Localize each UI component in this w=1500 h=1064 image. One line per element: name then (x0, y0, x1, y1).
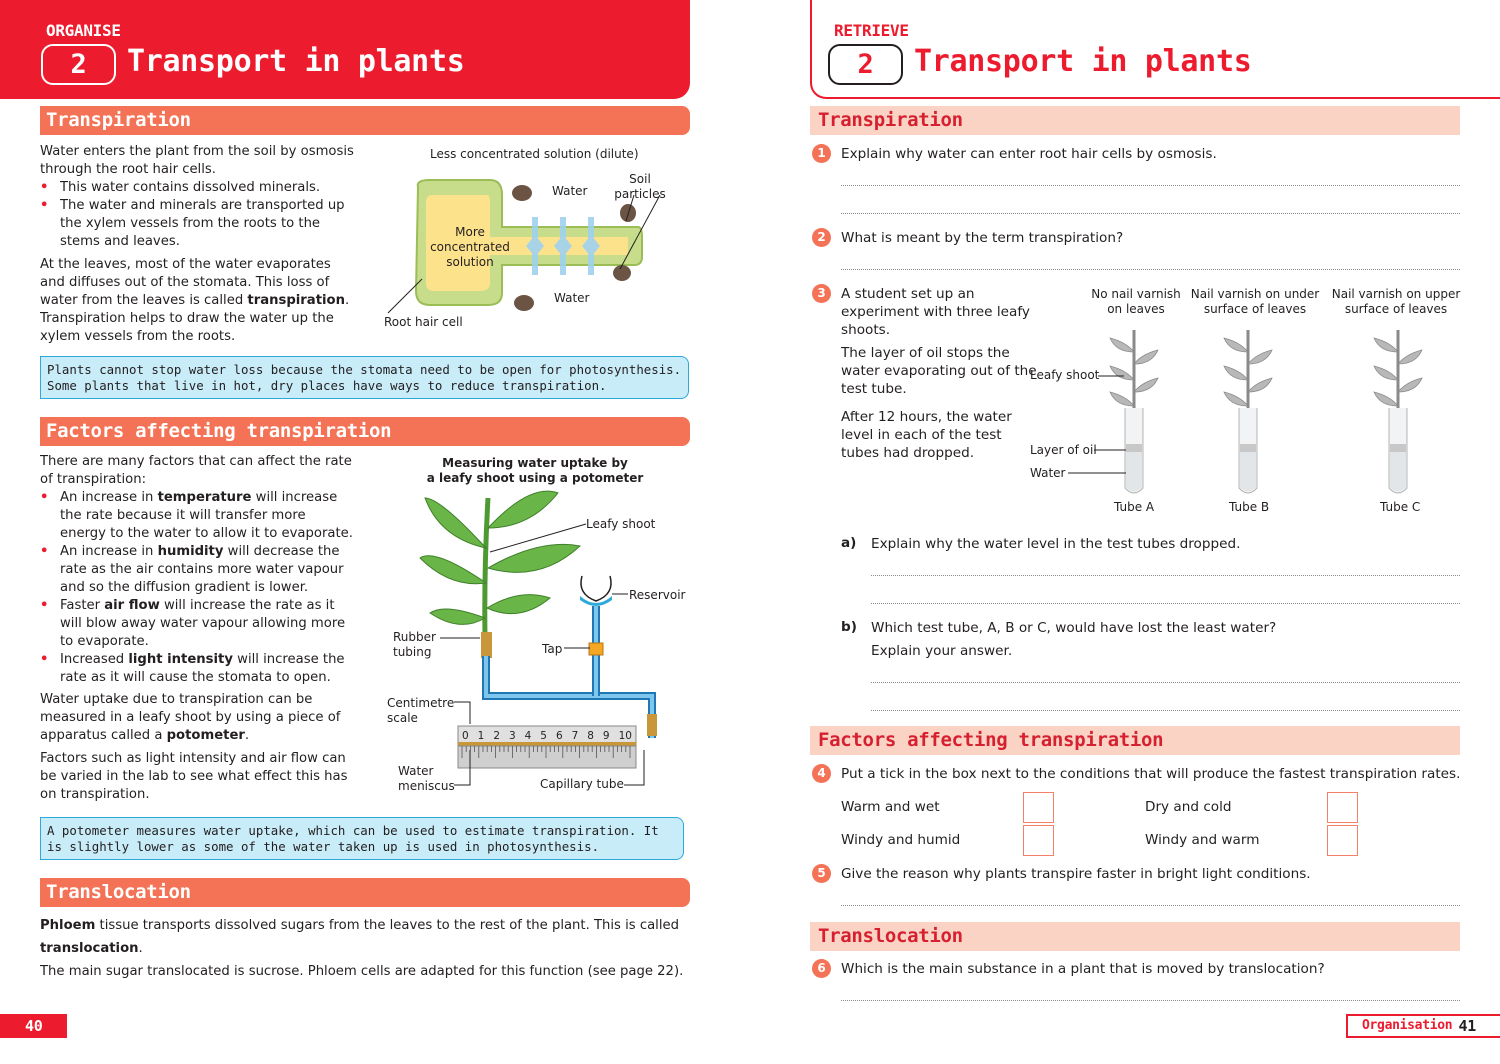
right-translocation-heading: Translocation (810, 922, 1460, 951)
potometer-title: Measuring water uptake by a leafy shoot using a potometer (426, 456, 644, 485)
scale-number: 1 (477, 730, 485, 742)
root-diagram-water-top: Water (552, 184, 588, 198)
q1-number: 1 (812, 144, 831, 163)
left-factors-heading: Factors affecting transpiration (40, 417, 690, 446)
left-factors-text (40, 453, 355, 804)
root-diagram-water-bottom: Water (554, 291, 590, 305)
q3a-label: a) (841, 535, 857, 551)
footer-section-label: Organisation (1362, 1018, 1453, 1033)
left-page-title: Transport in plants (127, 44, 465, 79)
potometer-water-meniscus-label: Water meniscus (398, 764, 455, 793)
potometer-leafy-shoot-label: Leafy shoot (586, 517, 656, 531)
transpiration-bullet-2: • The water and minerals are transported up the xylem vessels from the roots to the stems and leaves. (40, 197, 355, 251)
potometer-note: A potometer measures water uptake, which can be used to estimate transpiration. It is slightly lower as some of the water taken up is used in photosynthesis. (40, 817, 684, 860)
option-windy-humid-label: Windy and humid (841, 832, 961, 848)
q1-answer-line-2[interactable] (841, 213, 1460, 214)
left-transpiration-text (40, 143, 355, 346)
tube-b-label: Tube B (1229, 500, 1270, 514)
q3b-label: b) (841, 619, 857, 635)
factors-bullets (40, 489, 355, 687)
option-warm-wet-checkbox[interactable] (1023, 792, 1054, 823)
tube-leafy-shoot-label: Leafy shoot (1030, 368, 1100, 382)
factors-bullet-light: • Increased light intensity will increase the rate as it will cause the stomata to open. (40, 651, 355, 687)
transpiration-note: Plants cannot stop water loss because the stomata need to be open for photosynthesis. Some plants that live in hot, dry places have ways to reduce transpiration. (40, 356, 689, 399)
scale-number: 2 (493, 730, 500, 742)
scale-number: 3 (508, 730, 516, 742)
translocation-p1: Phloem tissue transports dissolved sugars from the leaves to the rest of the plant. This is called translocation. (40, 918, 679, 956)
potometer-reservoir-label: Reservoir (629, 588, 686, 602)
q4-number: 4 (812, 764, 831, 783)
option-warm-wet-label: Warm and wet (841, 799, 940, 815)
q3-text-3: After 12 hours, the water level in each of the test tubes had dropped. (841, 409, 1012, 461)
scale-number: 9 (602, 730, 610, 742)
root-diagram-more-concentrated: More concentrated solution (430, 225, 510, 269)
transpiration-p2: At the leaves, most of the water evaporates and diffuses out of the stomata. This loss of water from the leaves is called transpiration. Transpiration helps to draw the water up the xylem vessels from the roots. (40, 257, 350, 344)
right-page-footer (1346, 1014, 1500, 1038)
option-windy-warm-checkbox[interactable] (1327, 825, 1358, 856)
q2-answer-line[interactable] (841, 269, 1460, 270)
root-diagram-soil-particles: Soil particles (614, 172, 666, 201)
right-kicker: RETRIEVE (834, 21, 909, 40)
left-translocation-heading: Translocation (40, 878, 690, 907)
potometer-scale-numbers (458, 730, 636, 744)
left-chapter-number: 2 (41, 44, 116, 85)
q1-answer-line-1[interactable] (841, 185, 1460, 186)
q3-number: 3 (812, 284, 831, 303)
tube-water-label: Water (1030, 466, 1066, 480)
q6-number: 6 (812, 959, 831, 978)
potometer-capillary-tube-label: Capillary tube (540, 777, 624, 791)
scale-number: 8 (587, 730, 594, 742)
left-translocation-text (40, 914, 690, 983)
right-transpiration-heading: Transpiration (810, 106, 1460, 135)
scale-number: 5 (540, 730, 547, 742)
left-transpiration-heading: Transpiration (40, 106, 690, 135)
potometer-rubber-tubing-label: Rubber tubing (393, 630, 436, 659)
tube-a-label: Tube A (1114, 500, 1155, 514)
q2-number: 2 (812, 228, 831, 247)
q3a-text: Explain why the water level in the test tubes dropped. (871, 536, 1241, 552)
transpiration-bullet-1: • This water contains dissolved minerals. (40, 179, 355, 197)
option-dry-cold-checkbox[interactable] (1327, 792, 1358, 823)
q5-answer-line[interactable] (841, 905, 1460, 906)
scale-number: 4 (524, 730, 532, 742)
q3-text-2: The layer of oil stops the water evaporating out of the test tube. (841, 345, 1037, 397)
potometer-centimetre-scale-label: Centimetre scale (387, 696, 455, 725)
q6-text: Which is the main substance in a plant that is moved by translocation? (841, 961, 1325, 977)
right-chapter-number: 2 (828, 44, 903, 85)
q4-text: Put a tick in the box next to the conditions that will produce the fastest transpiration rates. (841, 766, 1461, 782)
tube-col-a-label: No nail varnish on leaves (1091, 287, 1181, 316)
q5-text: Give the reason why plants transpire faster in bright light conditions. (841, 866, 1311, 882)
q3b-answer-line-2[interactable] (871, 710, 1460, 711)
q2-text: What is meant by the term transpiration? (841, 230, 1124, 246)
tube-col-c-label: Nail varnish on upper surface of leaves (1331, 287, 1461, 316)
tube-col-b-label: Nail varnish on under surface of leaves (1190, 287, 1320, 316)
three-test-tubes-diagram (1028, 320, 1468, 500)
root-diagram-root-hair-cell: Root hair cell (384, 315, 463, 329)
q3a-answer-line-1[interactable] (871, 575, 1460, 576)
scale-number: 6 (555, 730, 563, 742)
left-page-header (0, 0, 690, 99)
factors-bullet-temperature: • An increase in temperature will increase the rate because it will transfer more energy to the water to allow it to evaporate. (40, 489, 355, 543)
transpiration-p1: Water enters the plant from the soil by osmosis through the root hair cells. (40, 144, 354, 177)
q3-text-1: A student set up an experiment with three leafy shoots. (841, 286, 1030, 338)
factors-potometer-text: Water uptake due to transpiration can be measured in a leafy shoot by using a piece of apparatus called a potometer. (40, 692, 341, 743)
root-diagram-top-label: Less concentrated solution (dilute) (430, 147, 639, 161)
tube-c-label: Tube C (1380, 500, 1421, 514)
q3b-text: Which test tube, A, B or C, would have lost the least water? (871, 620, 1277, 636)
factors-lab-text: Factors such as light intensity and air flow can be varied in the lab to see what effect this has on transpiration. (40, 751, 348, 802)
tube-c-drawing (1374, 330, 1422, 493)
q3b-answer-line-1[interactable] (871, 682, 1460, 683)
q3a-answer-line-2[interactable] (871, 603, 1460, 604)
q3b-text-2: Explain your answer. (871, 643, 1013, 659)
left-kicker: ORGANISE (46, 21, 121, 40)
q3-text (841, 285, 1041, 462)
right-factors-heading: Factors affecting transpiration (810, 726, 1460, 755)
factors-intro: There are many factors that can affect the rate of transpiration: (40, 454, 352, 487)
tube-a-drawing (1110, 330, 1158, 493)
factors-bullet-air-flow: • Faster air flow will increase the rate as it will blow away water vapour allowing more to evaporate. (40, 597, 355, 651)
left-page-number: 40 (0, 1014, 67, 1038)
option-dry-cold-label: Dry and cold (1145, 799, 1232, 815)
right-page-title: Transport in plants (914, 44, 1252, 79)
option-windy-humid-checkbox[interactable] (1023, 825, 1054, 856)
potometer-tap-label: Tap (542, 642, 563, 656)
scale-number: 7 (571, 730, 579, 742)
factors-bullet-humidity: • An increase in humidity will decrease the rate as the air contains more water vapour and so the diffusion gradient is lower. (40, 543, 355, 597)
scale-number: 0 (462, 730, 469, 742)
translocation-p2: The main sugar translocated is sucrose. Phloem cells are adapted for this function (see page 22). (40, 964, 684, 979)
tube-layer-of-oil-label: Layer of oil (1030, 443, 1097, 457)
right-page-number: 41 (1458, 1017, 1476, 1035)
q6-answer-line[interactable] (841, 1000, 1460, 1001)
right-page-header (810, 0, 1500, 99)
option-windy-warm-label: Windy and warm (1145, 832, 1260, 848)
scale-number: 10 (618, 730, 632, 742)
q5-number: 5 (812, 864, 831, 883)
q1-text: Explain why water can enter root hair cells by osmosis. (841, 146, 1217, 162)
tube-b-drawing (1224, 330, 1272, 493)
transpiration-bullets (40, 179, 355, 251)
